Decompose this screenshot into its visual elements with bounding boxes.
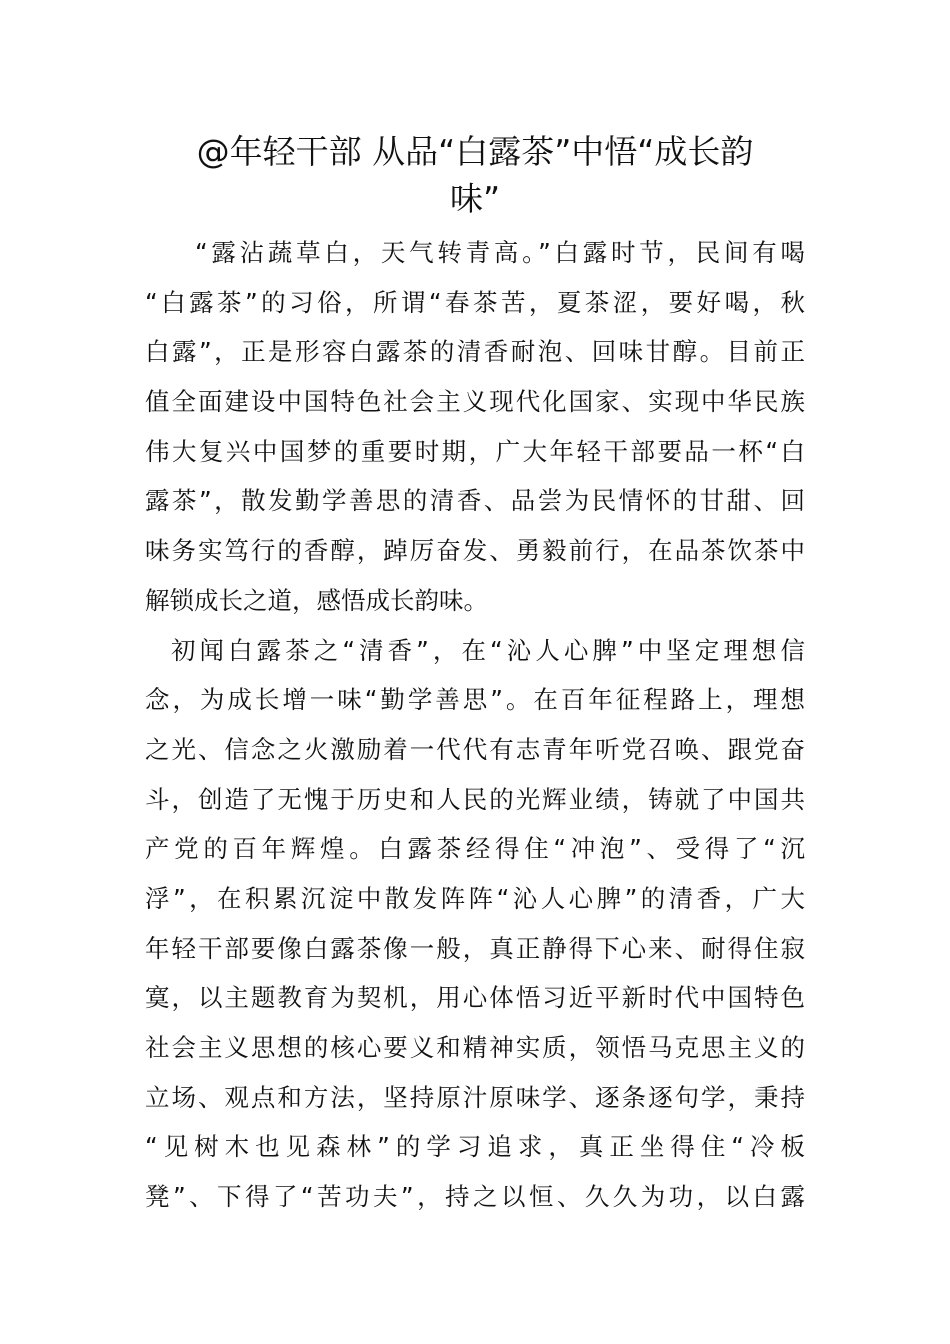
text-line: 念，为成长增一味“勤学善思”。在百年征程路上，理想 xyxy=(145,685,805,715)
document-body xyxy=(145,228,805,1222)
text-line: 凳”、下得了“苦功夫”，持之以恒、久久为功，以白露 xyxy=(145,1182,805,1212)
document-title xyxy=(145,128,805,222)
text-line: 值全面建设中国特色社会主义现代化国家、实现中华民族 xyxy=(145,387,805,417)
text-line: 斗，创造了无愧于历史和人民的光辉业绩，铸就了中国共 xyxy=(145,784,805,814)
text-line: 寞，以主题教育为契机，用心体悟习近平新时代中国特色 xyxy=(145,983,805,1013)
text-line: 味务实笃行的香醇，踔厉奋发、勇毅前行，在品茶饮茶中 xyxy=(145,536,805,566)
title-line: 味” xyxy=(449,179,501,218)
text-line: 浮”，在积累沉淀中散发阵阵“沁人心脾”的清香，广大 xyxy=(145,883,805,913)
title-line: @年轻干部 从品“白露茶”中悟“成长韵 xyxy=(196,132,754,171)
text-line: “露沾蔬草白，天气转青高。”白露时节，民间有喝 xyxy=(195,238,805,267)
text-line: 立场、观点和方法，坚持原汁原味学、逐条逐句学，秉持 xyxy=(145,1082,805,1112)
text-line: 之光、信念之火激励着一代代有志青年听党召唤、跟党奋 xyxy=(145,734,805,764)
text-line: 露茶”，散发勤学善思的清香、品尝为民情怀的甘甜、回 xyxy=(145,486,805,516)
text-line: 伟大复兴中国梦的重要时期，广大年轻干部要品一杯“白 xyxy=(145,436,805,466)
text-line: 年轻干部要像白露茶像一般，真正静得下心来、耐得住寂 xyxy=(145,933,805,963)
text-line: “白露茶”的习俗，所谓“春茶苦，夏茶涩，要好喝，秋 xyxy=(145,287,805,317)
text-line: 产党的百年辉煌。白露茶经得住“冲泡”、受得了“沉 xyxy=(145,834,805,864)
text-line: 解锁成长之道，感悟成长韵味。 xyxy=(145,585,488,615)
paragraph-2 xyxy=(145,626,805,1222)
text-line: “见树木也见森林”的学习追求，真正坐得住“冷板 xyxy=(145,1132,805,1162)
text-line: 白露”，正是形容白露茶的清香耐泡、回味甘醇。目前正 xyxy=(145,337,805,367)
text-line: 社会主义思想的核心要义和精神实质，领悟马克思主义的 xyxy=(145,1033,805,1062)
text-line: 初闻白露茶之“清香”，在“沁人心脾”中坚定理想信 xyxy=(171,635,805,665)
paragraph-1 xyxy=(145,228,805,626)
